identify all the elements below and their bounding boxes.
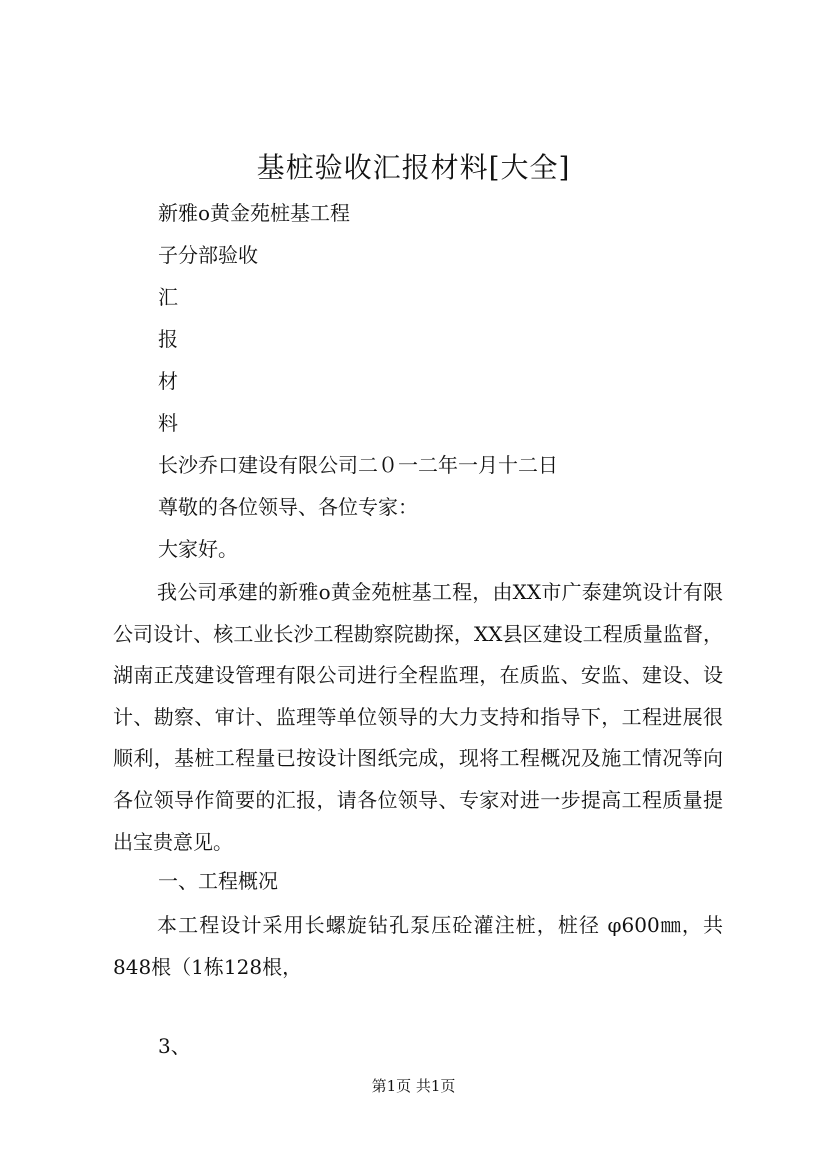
cover-line-char-cai: 材 bbox=[158, 369, 178, 393]
salutation: 尊敬的各位领导、各位专家： bbox=[158, 495, 418, 519]
text-fragment: 3、 bbox=[158, 1034, 191, 1058]
greeting: 大家好。 bbox=[158, 537, 238, 561]
cover-line-char-bao: 报 bbox=[158, 327, 178, 351]
paragraph-intro: 我公司承建的新雅ο黄金苑桩基工程，由XX市广泰建筑设计有限公司设计、核工业长沙工程勘察院勘探，XX县区建设工程质量监督，湖南正茂建设管理有限公司进行全程监理，在质监、安监、建设、设计、勘察、审计、监理等单位领导的大力支持和指导下，工程进展很顺利，基桩工程量已按设计图纸完成，现将工程概况及施工情况等向各位领导作简要的汇报，请各位领导、专家对进一步提高工程质量提出宝贵意见。 bbox=[113, 580, 723, 854]
cover-line-char-hui: 汇 bbox=[158, 285, 178, 309]
cover-line-company-date: 长沙乔口建设有限公司二０一二年一月十二日 bbox=[158, 453, 558, 477]
document-title: 基桩验收汇报材料[大全] bbox=[256, 151, 571, 184]
section-heading: 一、工程概况 bbox=[158, 869, 278, 893]
cover-line-project: 新雅ο黄金苑桩基工程 bbox=[158, 201, 351, 225]
cover-line-char-liao: 料 bbox=[158, 411, 178, 435]
paragraph-overview: 本工程设计采用长螺旋钻孔泵压砼灌注桩，桩径 φ600㎜，共848根（1栋128根， bbox=[113, 913, 723, 979]
cover-line-subsection: 子分部验收 bbox=[158, 243, 258, 267]
page-footer: 第1页 共1页 bbox=[371, 1077, 456, 1095]
